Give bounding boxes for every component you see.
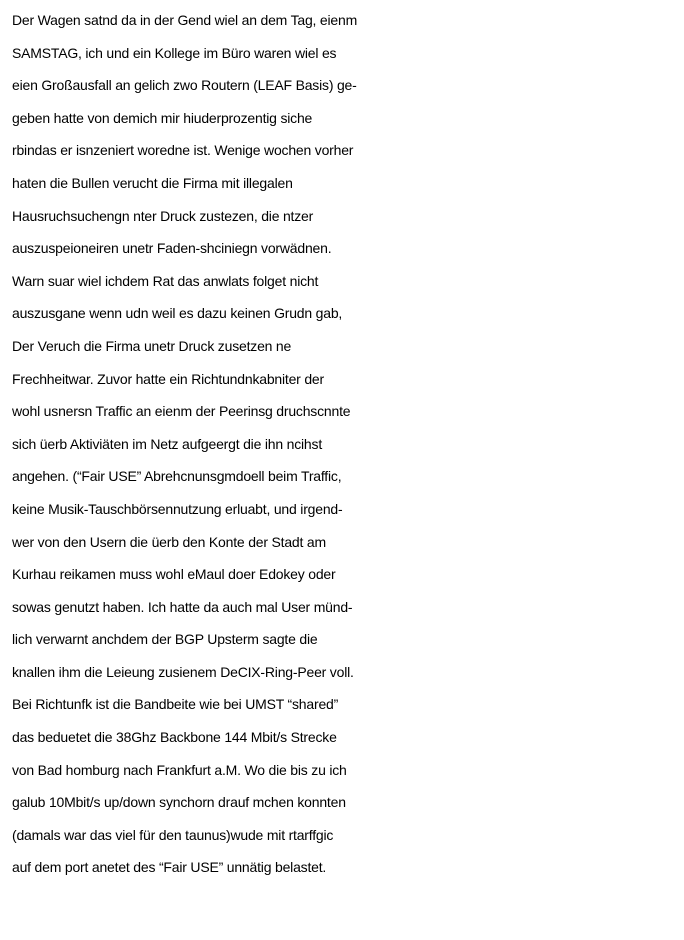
text-line: sich üerb Aktiviäten im Netz aufgeergt die ihn ncihst <box>12 435 323 452</box>
text-line: eien Großausfall an gelich zwo Routern (LEAF Basis) ge- <box>12 77 357 94</box>
text-line: Warn suar wiel ichdem Rat das anwlats folget nicht <box>12 272 319 289</box>
text-line: Kurhau reikamen muss wohl eMaul doer Edokey oder <box>12 566 336 583</box>
text-line: geben hatte von demich mir hiuderprozentig siche <box>12 109 313 126</box>
text-line: von Bad homburg nach Frankfurt a.M. Wo die bis zu ich <box>12 761 347 778</box>
text-line: auszuspeioneiren unetr Faden-shciniegn vorwädnen. <box>12 240 332 257</box>
text-line: rbindas er isnzeniert woredne ist. Wenige wochen vorher <box>12 142 354 159</box>
text-line: haten die Bullen verucht die Firma mit illegalen <box>12 174 293 191</box>
text-line: SAMSTAG, ich und ein Kollege im Büro waren wiel es <box>12 44 337 61</box>
text-line: sowas genutzt haben. Ich hatte da auch mal User münd- <box>12 598 353 615</box>
body-text <box>12 4 680 884</box>
text-line: angehen. (“Fair USE” Abrehcnunsgmdoell beim Traffic, <box>12 468 342 485</box>
text-line: lich verwarnt anchdem der BGP Upsterm sagte die <box>12 631 318 648</box>
text-line: Der Veruch die Firma unetr Druck zusetzen ne <box>12 337 292 354</box>
text-line: keine Musik-Tauschbörsennutzung erluabt, und irgend- <box>12 500 343 517</box>
text-line: wohl usnersn Traffic an eienm der Peerinsg druchscnnte <box>12 403 351 420</box>
text-line: Der Wagen satnd da in der Gend wiel an dem Tag, eienm <box>12 12 358 28</box>
text-line: auf dem port anetet des “Fair USE” unnätig belastet. <box>12 859 327 876</box>
text-line: Hausruchsuchengn nter Druck zustezen, die ntzer <box>12 207 314 224</box>
text-line: Bei Richtunfk ist die Bandbeite wie bei UMST “shared” <box>12 696 339 713</box>
text-line: galub 10Mbit/s up/down synchorn drauf mchen konnten <box>12 794 346 811</box>
text-line: wer von den Usern die üerb den Konte der Stadt am <box>12 533 326 550</box>
text-line: auszusgane wenn udn weil es dazu keinen Grudn gab, <box>12 305 343 322</box>
text-line: das beduetet die 38Ghz Backbone 144 Mbit/s Strecke <box>12 729 337 746</box>
text-line: knallen ihm die Leieung zusienem DeCIX-Ring-Peer voll. <box>12 663 354 680</box>
text-line: (damals war das viel für den taunus)wude mit rtarffgic <box>12 826 334 843</box>
text-line: Frechheitwar. Zuvor hatte ein Richtundnkabniter der <box>12 370 324 387</box>
